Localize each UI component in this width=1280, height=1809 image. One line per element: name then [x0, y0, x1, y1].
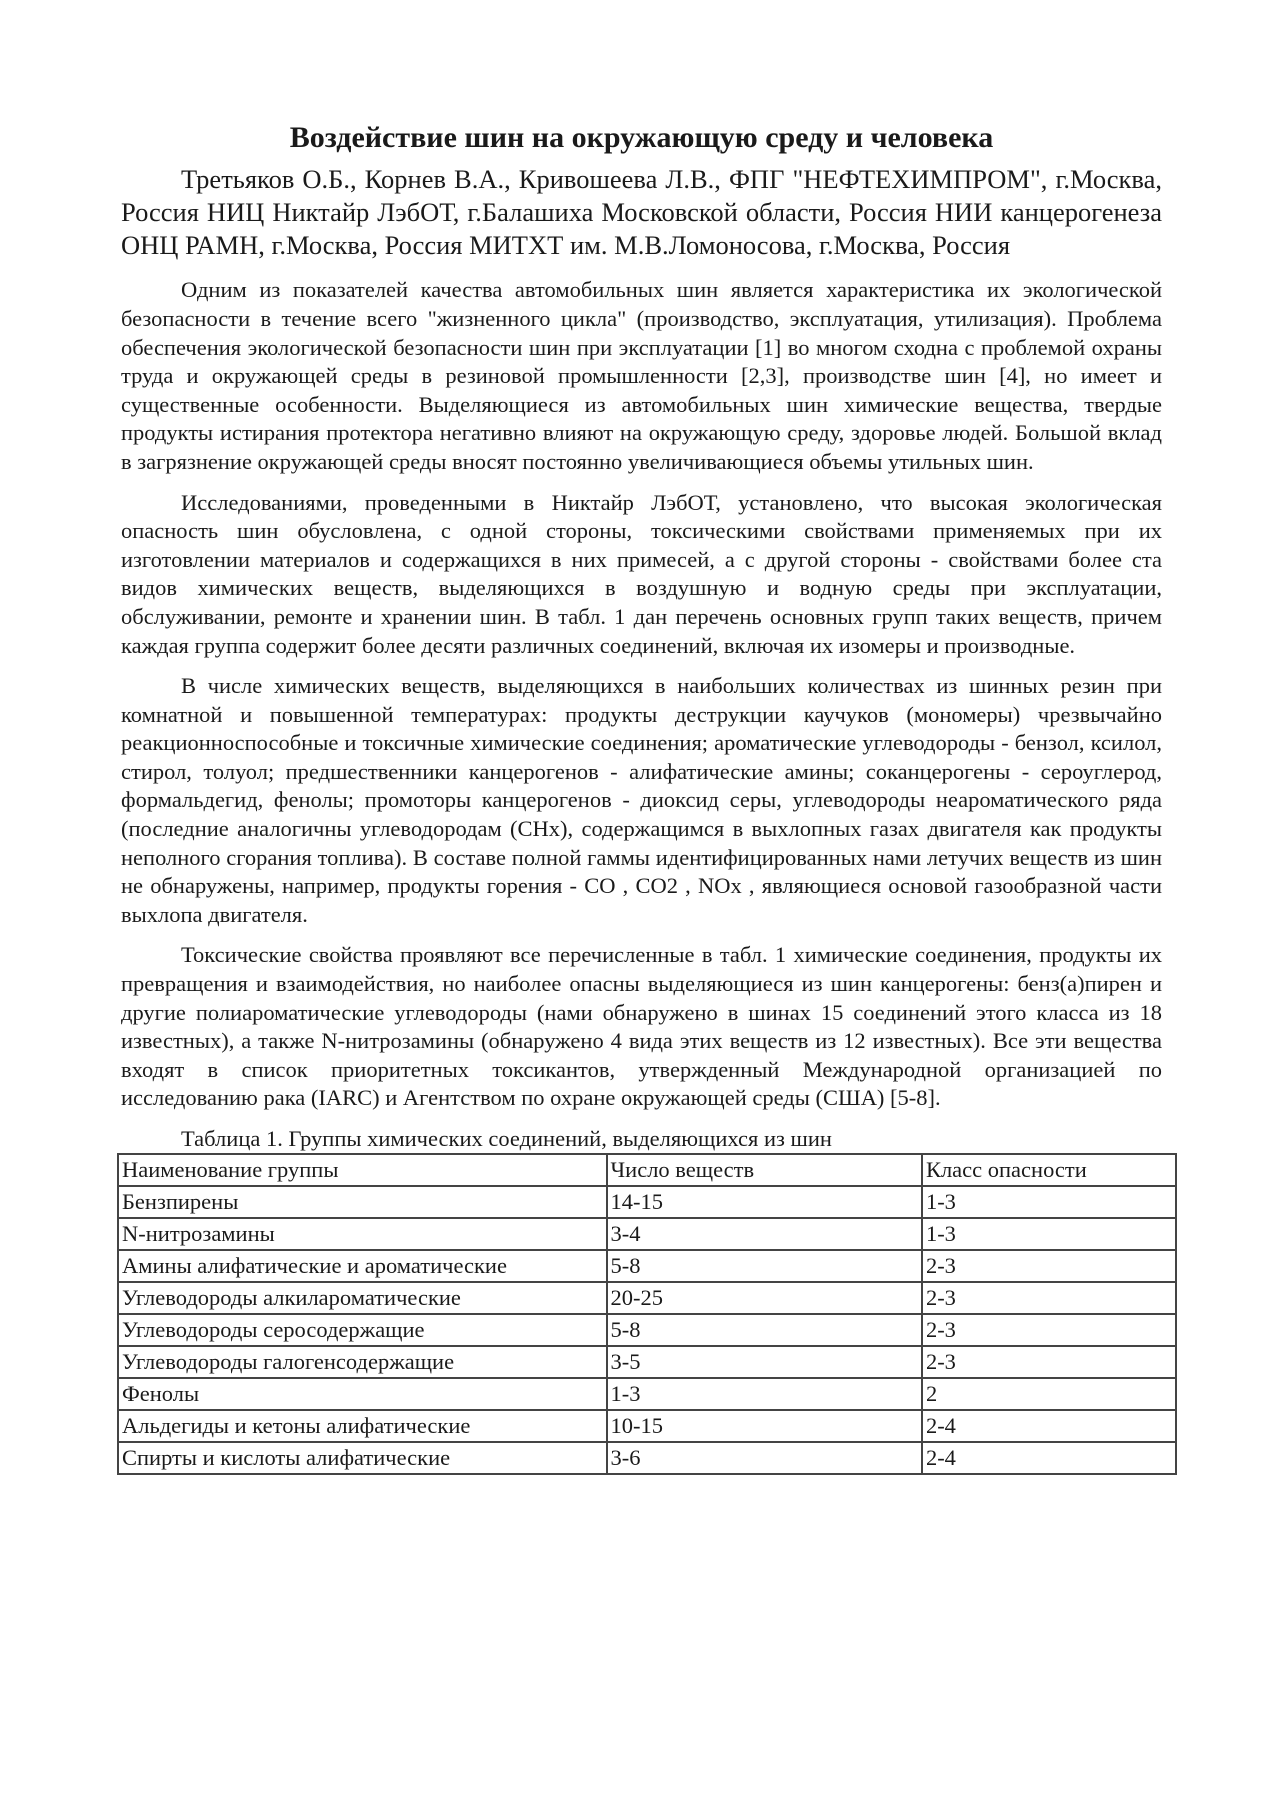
table-row: [118, 1250, 1176, 1282]
header-group-name: Наименование группы: [118, 1154, 607, 1186]
table-row: [118, 1442, 1176, 1474]
document-page: [121, 118, 1162, 1475]
table-row: [118, 1186, 1176, 1218]
table-row: [118, 1378, 1176, 1410]
row-substance-count: 5-8: [607, 1314, 922, 1346]
paragraph-3: В числе химических веществ, выделяющихся в наибольших количествах из шинных резин при комнатной и повышенной температурах: продукты деструкции каучуков (мономеры) чрезвычайно реакционноспособные и токсичные химические соединения; ароматические углеводороды - бензол, ксилол, стирол, толуол; предшественники канцерогенов - алифатические амины; соканцерогены - сероуглерод, формальдегид, фенолы; промоторы канцерогенов - диоксид серы, углеводороды неароматического ряда (последние аналогичны углеводородам (CHx), содержащимся в выхлопных газах двигателя как продукты неполного сгорания топлива). В составе полной гаммы идентифицированных нами летучих веществ из шин не обнаружены, например, продукты горения - CO , CO2 , NOx , являющиеся основой газообразной части выхлопа двигателя.: [121, 673, 1162, 927]
table-row: [118, 1346, 1176, 1378]
document-title: Воздействие шин на окружающую среду и человека: [289, 121, 994, 154]
row-substance-count: 5-8: [607, 1250, 922, 1282]
row-substance-count: 3-4: [607, 1218, 922, 1250]
header-hazard-class: Класс опасности: [922, 1154, 1176, 1186]
row-substance-count: 1-3: [607, 1378, 922, 1410]
row-group-name: Спирты и кислоты алифатические: [118, 1442, 607, 1474]
row-substance-count: 3-5: [607, 1346, 922, 1378]
header-substance-count: Число веществ: [607, 1154, 922, 1186]
row-hazard-class: 2: [922, 1378, 1176, 1410]
row-hazard-class: 1-3: [922, 1186, 1176, 1218]
row-substance-count: 3-6: [607, 1442, 922, 1474]
row-group-name: Углеводороды галогенсодержащие: [118, 1346, 607, 1378]
row-substance-count: 20-25: [607, 1282, 922, 1314]
row-group-name: Амины алифатические и ароматические: [118, 1250, 607, 1282]
row-group-name: N-нитрозамины: [118, 1218, 607, 1250]
table-caption: Таблица 1. Группы химических соединений, выделяющихся из шин: [181, 1126, 832, 1151]
row-group-name: Фенолы: [118, 1378, 607, 1410]
table-row: [118, 1282, 1176, 1314]
paragraph-2: Исследованиями, проведенными в Никтайр ЛэбОТ, установлено, что высокая экологическая опасность шин обусловлена, с одной стороны, токсическими свойствами применяемых при их изготовлении материалов и содержащихся в них примесей, а с другой стороны - свойствами более ста видов химических веществ, выделяющихся в воздушную и водную среды при эксплуатации, обслуживании, ремонте и хранении шин. В табл. 1 дан перечень основных групп таких веществ, причем каждая группа содержит более десяти различных соединений, включая их изомеры и производные.: [121, 489, 1162, 658]
row-hazard-class: 2-3: [922, 1314, 1176, 1346]
table-row: [118, 1218, 1176, 1250]
paragraph-4: Токсические свойства проявляют все перечисленные в табл. 1 химические соединения, продукты их превращения и взаимодействия, но наиболее опасны выделяющиеся из шин канцерогены: бенз(а)пирен и другие полиароматические углеводороды (нами обнаружено в шинах 15 соединений этого класса из 18 известных), а также N-нитрозамины (обнаружено 4 вида этих веществ из 12 известных). Все эти вещества входят в список приоритетных токсикантов, утвержденный Международной организацией по исследованию рака (IARC) и Агентством по охране окружающей среды (США) [5-8].: [121, 942, 1162, 1111]
row-hazard-class: 2-3: [922, 1282, 1176, 1314]
row-group-name: Углеводороды серосодержащие: [118, 1314, 607, 1346]
table-header-row: [118, 1154, 1176, 1186]
paragraph-1: Одним из показателей качества автомобильных шин является характеристика их экологической безопасности в течение всего "жизненного цикла" (производство, эксплуатация, утилизация). Проблема обеспечения экологической безопасности шин при эксплуатации [1] во многом сходна с проблемой охраны труда и окружающей среды в резиновой промышленности [2,3], производстве шин [4], но имеет и существенные особенности. Выделяющиеся из автомобильных шин химические вещества, твердые продукты истирания протектора негативно влияют на окружающую среду, здоровье людей. Большой вклад в загрязнение окружающей среды вносят постоянно увеличивающиеся объемы утильных шин.: [121, 277, 1162, 474]
row-substance-count: 10-15: [607, 1410, 922, 1442]
row-group-name: Бензпирены: [118, 1186, 607, 1218]
row-group-name: Углеводороды алкилароматические: [118, 1282, 607, 1314]
table-row: [118, 1314, 1176, 1346]
document-authors: Третьяков О.Б., Корнев В.А., Кривошеева Л.В., ФПГ "НЕФТЕХИМПРОМ", г.Москва, Россия НИЦ Никтайр ЛэбОТ, г.Балашиха Московской области, Россия НИИ канцерогенеза ОНЦ РАМН, г.Москва, Россия МИТХТ им. М.В.Ломоносова, г.Москва, Россия: [121, 164, 1162, 261]
row-hazard-class: 1-3: [922, 1218, 1176, 1250]
row-substance-count: 14-15: [607, 1186, 922, 1218]
row-hazard-class: 2-4: [922, 1410, 1176, 1442]
row-hazard-class: 2-4: [922, 1442, 1176, 1474]
row-group-name: Альдегиды и кетоны алифатические: [118, 1410, 607, 1442]
table-row: [118, 1410, 1176, 1442]
row-hazard-class: 2-3: [922, 1250, 1176, 1282]
chemical-groups-table: [117, 1153, 1177, 1475]
row-hazard-class: 2-3: [922, 1346, 1176, 1378]
